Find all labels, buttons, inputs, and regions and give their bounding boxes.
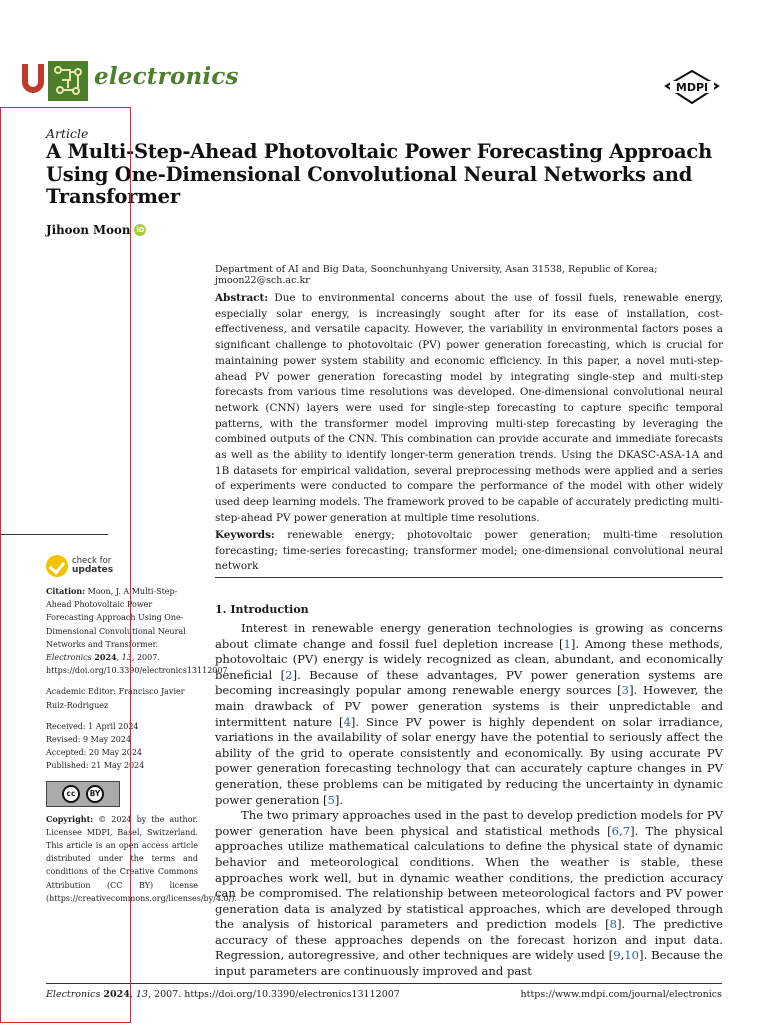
page-header bbox=[0, 0, 768, 110]
citation: Citation: Moon, J. A Multi-Step-Ahead Photovoltaic Power Forecasting Approach Using One-Dimensional Convolutional Neural Networks and Transformer. Electronics 2024, 13, 2007. https://doi.org/10.3390/electronics13112007 bbox=[46, 586, 228, 676]
keywords-label: Keywords: bbox=[215, 529, 275, 541]
by-attribution-icon: BY bbox=[86, 785, 104, 803]
citation-journal: Electronics bbox=[46, 653, 92, 663]
citation-doi[interactable]: , 2007. https://doi.org/10.3390/electronics13112007 bbox=[46, 653, 228, 676]
keywords bbox=[215, 528, 723, 575]
section-divider bbox=[215, 577, 723, 578]
article-type: Article bbox=[46, 126, 89, 141]
checkmark-icon bbox=[46, 555, 68, 577]
footer-year: 2024 bbox=[103, 989, 130, 1000]
paragraph-text: , bbox=[620, 948, 625, 963]
received-date: Received: 1 April 2024 bbox=[46, 721, 139, 731]
reference-link[interactable]: 6 bbox=[611, 823, 620, 838]
abstract-text: Due to environmental concerns about the use of fossil fuels, renewable energy, especially solar energy, is increasingly sought after for its ease of installation, cost-effectiveness, and versatile capacity. However, the variability in environmental factors poses a significant challenge to photovoltaic (PV) power generation forecasting, which is crucial for maintaining power system stability and economic efficiency. In this paper, a novel muti-step-ahead PV power generation forecasting model by integrating single-step and multi-step forecasts from various time resolutions was developed. One-dimensional convolutional neural network (CNN) layers were used for single-step forecasting to capture specific temporal patterns, with the transformer model improving multi-step forecasting by leveraging the combined outputs of the CNN. This combination can provide accurate and immediate forecasts as well as the ability to identify longer-term generation trends. Using the DKASC-ASA-1A and 1B datasets for empirical validation, several preprocessing methods were applied and a series of experiments were conducted to compare the performance of the model with other widely used deep learning models. The framework proved to be capable of accurately predicting multi-step-ahead PV power generation at multiple time resolutions. bbox=[215, 292, 724, 524]
paragraph-text: ]. bbox=[334, 792, 344, 807]
reference-link[interactable]: 4 bbox=[343, 714, 351, 729]
paragraph-text: The two primary approaches used in the past to develop prediction models for PV power generation have been physical and statistical methods [ bbox=[215, 808, 723, 838]
footer-journal-url[interactable]: https://www.mdpi.com/journal/electronics bbox=[520, 989, 722, 1000]
journal-name: electronics bbox=[94, 63, 239, 90]
paragraph-text: , bbox=[619, 823, 623, 838]
copyright-text: © 2024 by the author. Licensee MDPI, Basel, Switzerland. This article is an open access article distributed under the terms and conditions of the Creative Commons Attribution (CC BY) license (https://creativecommons.org/licenses/by/4.0/). bbox=[46, 814, 237, 903]
paragraph-text: ]. The predictive accuracy of these approaches depends on the forecast horizon and input data. Regression, autoregressive, and other techniques are widely used [ bbox=[215, 917, 723, 963]
academic-editor: Academic Editor: Francisco Javier Ruiz-Rodriguez bbox=[46, 687, 185, 710]
affiliation: Department of AI and Big Data, Soonchunhyang University, Asan 31538, Republic of Korea; jmoon22@sch.ac.kr bbox=[215, 264, 658, 286]
check-line-1: check for bbox=[72, 556, 112, 566]
copyright-notice bbox=[46, 813, 237, 905]
paragraph-text: ]. The physical approaches utilize mathematical calculations to define the physical state of dynamic behavior and meteorological conditions. When the weather is stable, these approaches work well, but in dynamic weather conditions, the prediction accuracy can be compromised. The relationship between meteorological factors and PV power generation data is analyzed by statistical approaches, which are developed through the analysis of historical parameters and prediction models [ bbox=[215, 823, 723, 932]
check-for-updates-button[interactable] bbox=[46, 555, 198, 577]
copyright-label: Copyright: bbox=[46, 813, 94, 824]
reference-link[interactable]: 10 bbox=[624, 948, 640, 963]
paragraph-text: ]. Because the input parameters are continuously improved and past bbox=[215, 948, 723, 979]
article-title: A Multi-Step-Ahead Photovoltaic Power Forecasting Approach Using One-Dimensional Convolutional Neural Networks and Transformer bbox=[46, 140, 713, 208]
cc-by-license-badge[interactable] bbox=[46, 781, 120, 807]
revised-date: Revised: 9 May 2024 bbox=[46, 735, 132, 745]
sidebar bbox=[46, 555, 237, 905]
footer-doi[interactable]: , 2007. https://doi.org/10.3390/electronics13112007 bbox=[147, 989, 400, 1000]
paragraph-text: ]. Among these methods, photovoltaic (PV) energy is widely recognized as clean, abundant, and economically beneficial [ bbox=[215, 636, 723, 682]
author-line bbox=[46, 223, 146, 237]
footer-journal: Electronics bbox=[46, 989, 101, 1000]
journal-logo-icon bbox=[20, 60, 90, 106]
mdpi-logo-icon bbox=[664, 70, 720, 108]
reference-link[interactable]: 9 bbox=[613, 948, 621, 963]
check-line-2: updates bbox=[72, 565, 114, 575]
reference-link[interactable]: 1 bbox=[563, 636, 571, 651]
paragraph-text: ]. Because of these advantages, PV power generation systems are becoming increasingly popular among renewable energy sources [ bbox=[215, 667, 723, 698]
dates bbox=[46, 720, 198, 773]
reference-link[interactable]: 7 bbox=[622, 823, 631, 838]
footer-volume: 13 bbox=[135, 989, 148, 1000]
reference-link[interactable]: 8 bbox=[609, 917, 618, 932]
accepted-date: Accepted: 20 May 2024 bbox=[46, 748, 143, 758]
paragraph-text: ]. Since PV power is highly dependent on solar irradiance, variations in the availability of solar energy have the potential to seriously affect the ability of the grid to operate consistently and economically. By using accurate PV power generation forecasting technology that can accurately capture changes in PV generation, these problems can be mitigated by reducing the uncertainty in dynamic power generation [ bbox=[215, 714, 724, 807]
paragraph bbox=[215, 621, 723, 808]
paragraph-text: ]. However, the main drawback of PV power generation systems is their unpredictable and intermittent nature [ bbox=[215, 683, 724, 729]
keywords-text: renewable energy; photovoltaic power generation; multi-time resolution forecasting; time-series forecasting; transformer model; one-dimensional convolutional neural network bbox=[215, 529, 724, 573]
citation-label: Citation: bbox=[46, 586, 86, 596]
author-name[interactable]: Jihoon Moon bbox=[46, 223, 131, 237]
citation-text: Moon, J. A Multi-Step-Ahead Photovoltaic Power Forecasting Approach Using One-Dimensional Convolutional Neural Networks and Transformer. bbox=[46, 587, 186, 649]
sidebar-divider bbox=[0, 534, 108, 535]
abstract bbox=[215, 291, 723, 527]
footer-citation: Electronics 2024, 13, 2007. https://doi.org/10.3390/electronics13112007 bbox=[46, 989, 400, 1000]
citation-volume: 13 bbox=[121, 653, 132, 663]
reference-link[interactable]: 3 bbox=[621, 683, 630, 698]
orcid-icon[interactable]: iD bbox=[136, 226, 145, 234]
footer-divider bbox=[46, 983, 722, 984]
citation-year: 2024 bbox=[94, 652, 117, 663]
reference-link[interactable]: 5 bbox=[327, 792, 335, 807]
paragraph bbox=[215, 808, 723, 980]
mdpi-logo-text: MDPI bbox=[675, 81, 709, 94]
introduction-body bbox=[215, 621, 723, 980]
cc-icon: cc bbox=[62, 785, 80, 803]
section-heading: 1. Introduction bbox=[215, 603, 309, 616]
abstract-label: Abstract: bbox=[215, 292, 269, 304]
reference-link[interactable]: 2 bbox=[285, 667, 293, 682]
paragraph-text: Interest in renewable energy generation technologies is growing as concerns about climate change and fossil fuel depletion increase [ bbox=[215, 621, 723, 651]
published-date: Published: 21 May 2024 bbox=[46, 761, 145, 771]
